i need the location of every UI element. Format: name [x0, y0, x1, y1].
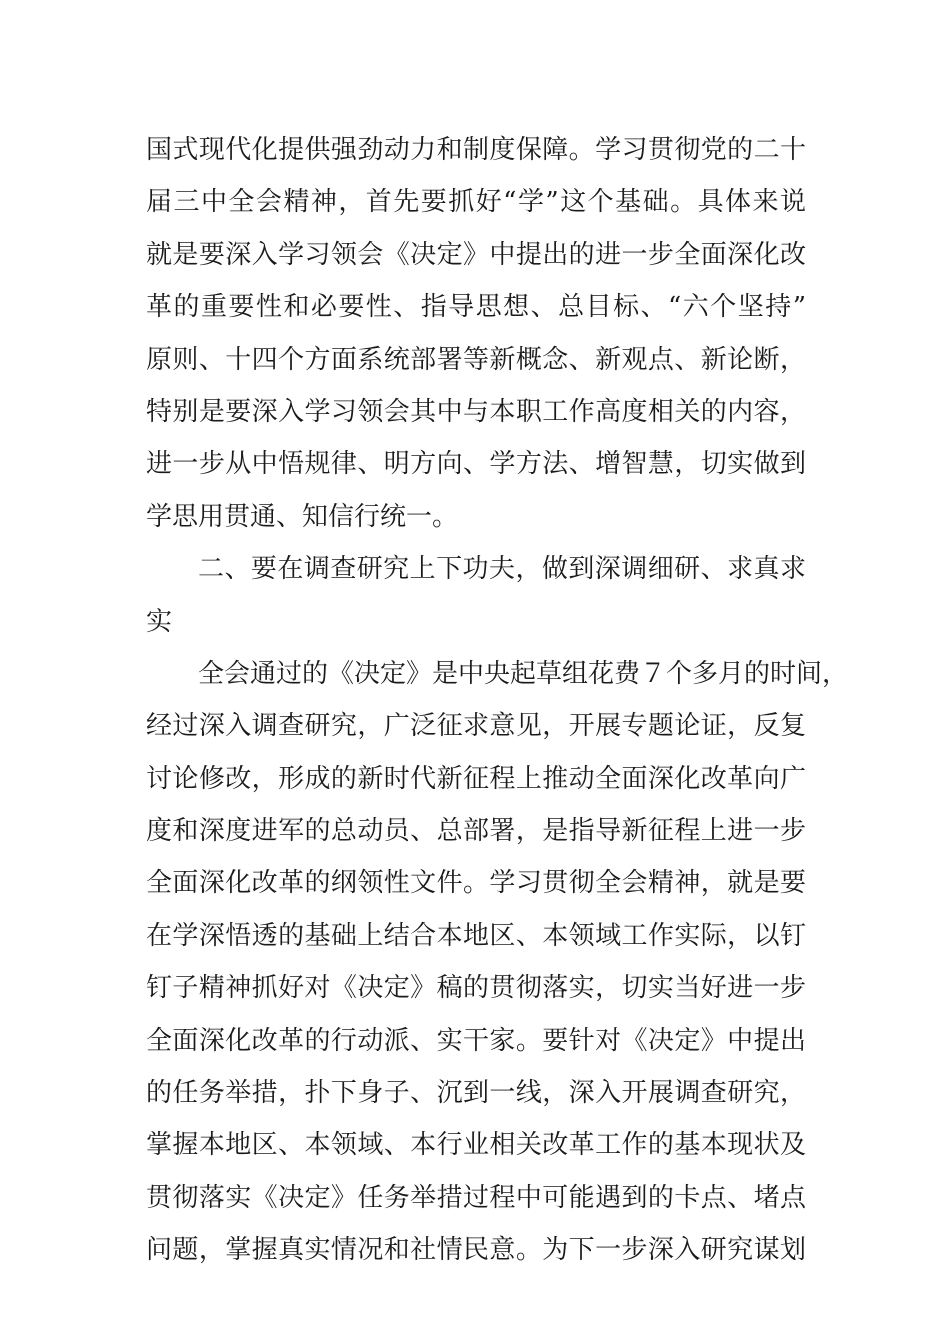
- text-line: 讨论修改，形成的新时代新征程上推动全面深化改革向广: [146, 763, 806, 794]
- text-line: 掌握本地区、本领域、本行业相关改革工作的基本现状及: [146, 1130, 806, 1161]
- text-line: 全面深化改革的纲领性文件。学习贯彻全会精神，就是要: [146, 868, 806, 899]
- text-line: 原则、十四个方面系统部署等新概念、新观点、新论断，: [146, 344, 806, 375]
- paragraph: [146, 648, 849, 1277]
- text-line: 问题，掌握真实情况和社情民意。为下一步深入研究谋划: [146, 1235, 806, 1266]
- text-line: 的任务举措，扑下身子、沉到一线，深入开展调查研究，: [146, 1078, 806, 1109]
- text-line: 就是要深入学习领会《决定》中提出的进一步全面深化改: [146, 239, 806, 270]
- text-line: 届三中全会精神，首先要抓好“学”这个基础。具体来说: [146, 187, 806, 218]
- text-line: 国式现代化提供强劲动力和制度保障。学习贯彻党的二十: [146, 135, 806, 165]
- text-line: 特别是要深入学习领会其中与本职工作高度相关的内容，: [146, 396, 806, 427]
- document-body: [146, 124, 849, 1277]
- paragraph-continuation: [146, 124, 806, 543]
- text-line: 度和深度进军的总动员、总部署，是指导新征程上进一步: [146, 816, 806, 847]
- text-line: 革的重要性和必要性、指导思想、总目标、“六个坚持”: [146, 292, 806, 323]
- section-heading: [146, 543, 806, 648]
- text-line: 钉子精神抓好对《决定》稿的贯彻落实，切实当好进一步: [146, 973, 806, 1004]
- text-line: 贯彻落实《决定》任务举措过程中可能遇到的卡点、堵点: [146, 1182, 806, 1213]
- text-line: 在学深悟透的基础上结合本地区、本领域工作实际，以钉: [146, 920, 806, 951]
- text-line: 学思用贯通、知信行统一。: [146, 501, 459, 532]
- text-line: 全面深化改革的行动派、实干家。要针对《决定》中提出: [146, 1025, 806, 1056]
- text-line: 进一步从中悟规律、明方向、学方法、增智慧，切实做到: [146, 449, 806, 480]
- heading-line: 二、要在调查研究上下功夫，做到深调细研、求真求: [198, 554, 806, 585]
- text-line: 全会通过的《决定》是中央起草组花费７个多月的时间，: [198, 658, 849, 689]
- text-line: 经过深入调查研究，广泛征求意见，开展专题论证，反复: [146, 711, 806, 742]
- heading-line: 实: [146, 606, 173, 637]
